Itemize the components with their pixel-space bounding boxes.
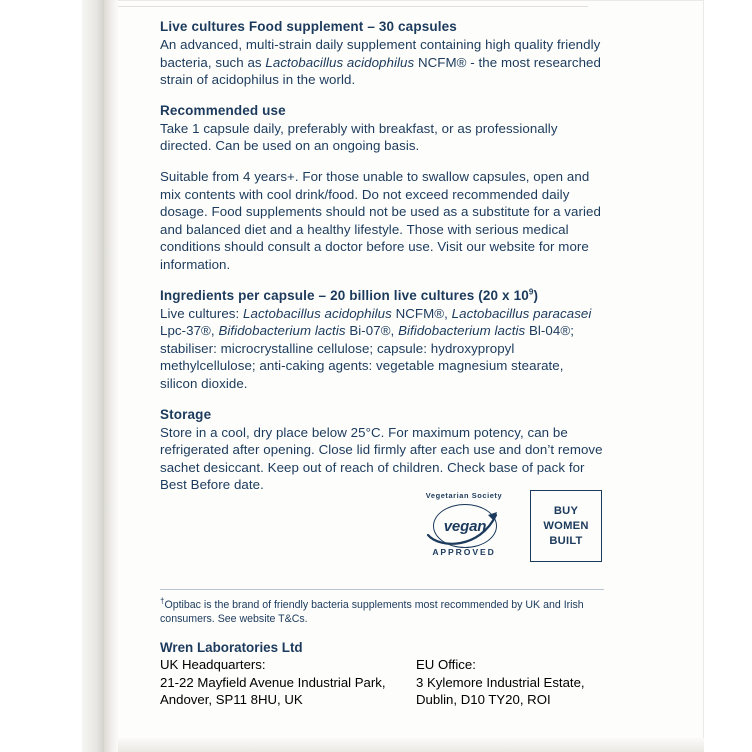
company-name: Wren Laboratories Ltd <box>160 640 303 655</box>
storage-block <box>160 406 604 494</box>
recommended-use-heading: Recommended use <box>160 102 286 118</box>
background-right <box>700 0 752 752</box>
certification-logos <box>416 489 606 569</box>
footnote-marker: † <box>160 596 165 606</box>
ingredients-block <box>160 287 604 393</box>
ingredients-heading-text: Ingredients per capsule – 20 billion live cultures (20 x 10 <box>160 287 529 303</box>
ingredients-heading-close: ) <box>533 287 539 303</box>
carton-bottom-flap <box>118 738 704 752</box>
intro-part-a: An advanced, multi-strain daily supplement containing high quality friendly bacteria, such as <box>160 37 601 70</box>
vegan-society-approved-logo <box>416 489 512 561</box>
recommended-use-paragraph-1: Take 1 capsule daily, preferably with breakfast, or as professionally directed. Can be used on an ongoing basis. <box>160 120 558 154</box>
vegan-swoosh-icon <box>426 505 502 549</box>
product-heading: Live cultures Food supplement – 30 capsules <box>160 19 457 34</box>
uk-address-label: UK Headquarters: <box>160 657 266 672</box>
bwb-line-3: BUILT <box>549 534 583 547</box>
intro-part-b: NCFM® - the most researched strain of acidophilus in the world. <box>160 54 601 88</box>
ingredients-heading-exponent: 9 <box>528 287 534 297</box>
footnote <box>160 598 604 626</box>
ingredient-strain-4-code: Bl-04® <box>525 323 571 339</box>
ingredient-strain-1-code: NCFM®, <box>391 305 452 321</box>
storage-text: Store in a cool, dry place below 25°C. For maximum potency, can be refrigerated after opening. Close lid firmly after each use and don’t remove sachet desiccant. Keep out of reach of children. Check base of pack for Best Before date. <box>160 424 603 493</box>
ingredients-text <box>160 305 604 393</box>
storage-heading: Storage <box>160 406 212 422</box>
bwb-line-2: WOMEN <box>543 519 589 532</box>
intro-strain-italic: Lactobacillus acidophilus <box>265 54 415 70</box>
vegan-word: vegan <box>443 517 487 535</box>
carton-top-flap <box>118 0 588 7</box>
uk-address-line-2: Andover, SP11 8HU, UK <box>160 692 303 708</box>
carton-left-fold <box>104 0 118 752</box>
ingredient-strain-3-code: Bi-07®, <box>345 323 399 339</box>
ingredient-strain-2: Lactobacillus paracasei <box>451 305 592 321</box>
recommended-use-block <box>160 102 604 274</box>
vegetarian-society-text: Vegetarian Society <box>425 491 503 500</box>
label-content <box>160 18 604 507</box>
ingredient-strain-2-code: Lpc-37®, <box>160 323 219 339</box>
eu-address-line-2: Dublin, D10 TY20, ROI <box>416 692 551 708</box>
ingredient-strain-4: Bifidobacterium lactis <box>398 323 526 339</box>
eu-address-line-1: 3 Kylemore Industrial Estate, <box>416 674 585 690</box>
eu-address <box>416 656 612 709</box>
recommended-use-paragraph-2: Suitable from 4 years+. For those unable to swallow capsules, open and mix contents with cool drink/food. Do not exceed recommended daily dosage. Food supplements should not be used as a substitute for a varied and balanced diet and a healthy lifestyle. Those with serious medical conditions should consult a doctor before use. Visit our website for more information. <box>160 168 601 272</box>
product-intro-text <box>160 36 604 89</box>
ingredients-tail: ; stabiliser: microcrystalline cellulose; capsule: hydroxypropyl methylcellulose; anti-caking agents: vegetable magnesium stearate, silicon dioxide. <box>160 323 574 391</box>
approved-text: APPROVED <box>432 547 496 557</box>
footnote-divider <box>160 589 604 591</box>
ingredients-lead: Live cultures: <box>160 305 244 321</box>
carton-edge-shadow <box>82 0 106 752</box>
bwb-line-1: BUY <box>553 504 579 517</box>
background-left <box>0 0 86 752</box>
address-columns <box>160 656 612 709</box>
buy-women-built-logo <box>530 490 602 562</box>
footnote-text: Optibac is the brand of friendly bacteria supplements most recommended by UK and Irish consumers. See website T&Cs. <box>160 599 584 625</box>
company-details <box>160 640 612 709</box>
uk-address <box>160 656 416 709</box>
eu-address-label: EU Office: <box>416 657 476 672</box>
ingredients-heading <box>160 287 604 304</box>
uk-address-line-1: 21-22 Mayfield Avenue Industrial Park, <box>160 674 386 690</box>
product-intro-block <box>160 18 604 89</box>
ingredient-strain-3: Bifidobacterium lactis <box>218 323 346 339</box>
ingredient-strain-1: Lactobacillus acidophilus <box>243 305 392 321</box>
